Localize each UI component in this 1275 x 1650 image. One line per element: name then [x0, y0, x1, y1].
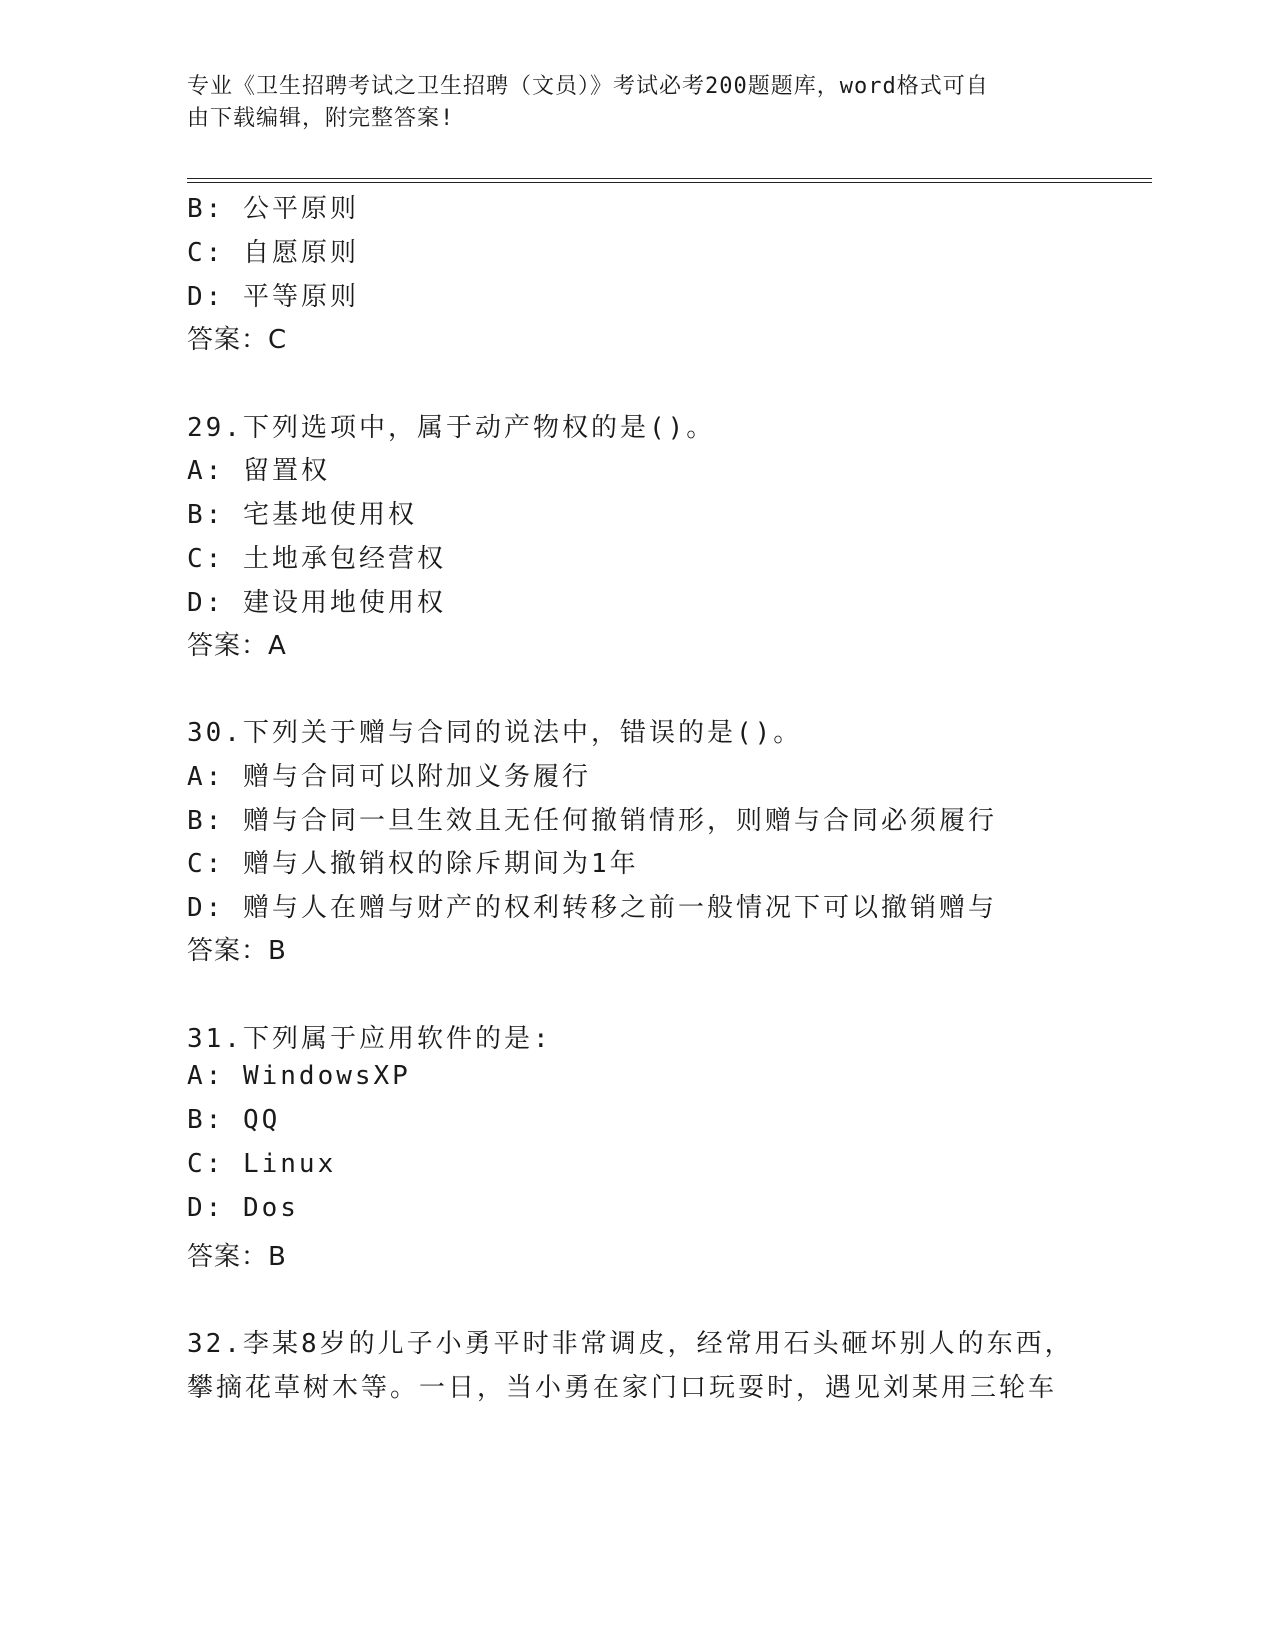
question-stem: 29.下列选项中，属于动产物权的是()。 [187, 413, 716, 443]
option-b: B: QQ [187, 1105, 281, 1135]
option-c: C: 自愿原则 [187, 238, 359, 268]
document-header [187, 71, 1077, 135]
option-c: C: 土地承包经营权 [187, 544, 446, 574]
answer: 答案：B [187, 1242, 287, 1272]
option-d: D: 平等原则 [187, 282, 359, 312]
answer: 答案：B [187, 936, 287, 966]
question-stem: 31.下列属于应用软件的是: [187, 1024, 552, 1054]
answer: 答案：A [187, 631, 287, 661]
option-b: B: 赠与合同一旦生效且无任何撤销情形，则赠与合同必须履行 [187, 806, 997, 836]
answer: 答案：C [187, 325, 288, 355]
option-a: A: WindowsXP [187, 1061, 411, 1091]
option-b: B: 宅基地使用权 [187, 500, 417, 530]
option-a: A: 赠与合同可以附加义务履行 [187, 762, 591, 792]
option-c: C: 赠与人撤销权的除斥期间为1年 [187, 849, 639, 879]
option-c: C: Linux [187, 1149, 337, 1179]
header-line-2: 由下载编辑，附完整答案! [187, 106, 455, 131]
header-divider-bottom [187, 182, 1152, 183]
option-d: D: 建设用地使用权 [187, 588, 446, 618]
option-a: A: 留置权 [187, 456, 330, 486]
question-stem-continued: 攀摘花草树木等。一日，当小勇在家门口玩耍时，遇见刘某用三轮车 [187, 1373, 1058, 1403]
question-stem: 30.下列关于赠与合同的说法中，错误的是()。 [187, 718, 803, 748]
option-b: B: 公平原则 [187, 194, 359, 224]
header-divider-top [187, 178, 1152, 179]
option-d: D: 赠与人在赠与财产的权利转移之前一般情况下可以撤销赠与 [187, 893, 997, 923]
header-line-1: 专业《卫生招聘考试之卫生招聘（文员）》考试必考200题题库，word格式可自 [187, 74, 989, 99]
question-stem: 32.李某8岁的儿子小勇平时非常调皮，经常用石头砸坏别人的东西， [187, 1329, 1074, 1359]
option-d: D: Dos [187, 1193, 299, 1223]
